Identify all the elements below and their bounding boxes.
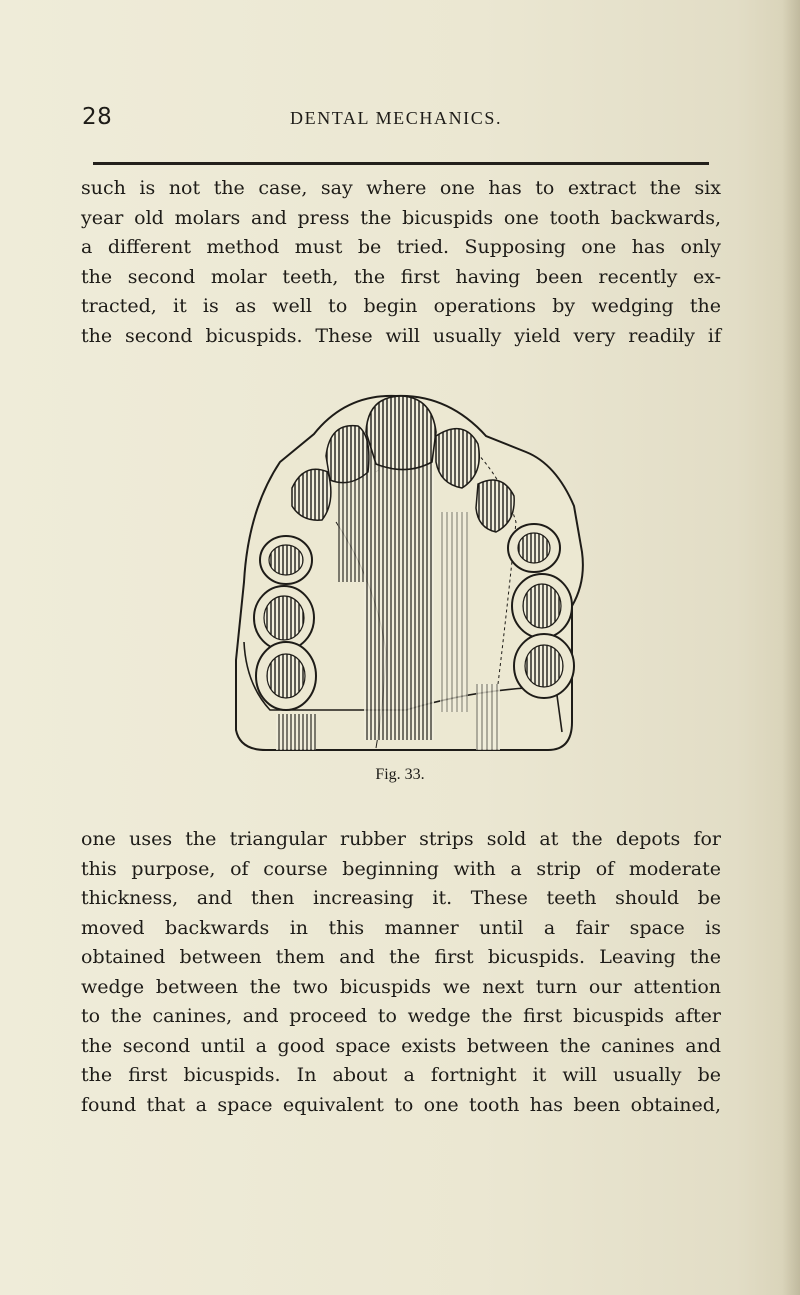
text-line: obtained between them and the first bicuspids. Leaving the [81,946,721,968]
page-edge-shadow [782,0,800,1295]
text-line: a different method must be tried. Supposing one has only [81,236,721,258]
paragraph-bottom [81,825,721,1120]
dental-cast-figure [226,392,586,752]
page-header [82,104,712,134]
page-number: 28 [82,104,113,130]
running-head: DENTAL MECHANICS. [290,108,503,128]
text-line: the first bicuspids. In about a fortnight it will usually be [81,1064,721,1086]
text-line: the second bicuspids. These will usually yield very readily if [81,324,721,347]
text-line: tracted, it is as well to begin operations by wedging the [81,295,721,317]
text-line: such is not the case, say where one has to extract the six [81,177,721,199]
dental-cast-illustration [226,392,586,752]
header-rule [93,162,709,165]
text-line: to the canines, and proceed to wedge the first bicuspids after [81,1005,721,1027]
text-line: the second until a good space exists between the canines and [81,1034,721,1057]
text-line: one uses the triangular rubber strips sold at the depots for [81,828,721,850]
text-line: the second molar teeth, the first having been recently ex- [81,265,721,288]
text-line: wedge between the two bicuspids we next turn our attention [81,975,721,998]
text-line: found that a space equivalent to one tooth has been obtained, [81,1093,721,1116]
paragraph-top [81,174,721,351]
text-line: moved backwards in this manner until a fair space is [81,916,721,939]
text-line: this purpose, of course beginning with a strip of moderate [81,857,721,880]
text-line: year old molars and press the bicuspids one tooth backwards, [81,206,721,229]
text-line: thickness, and then increasing it. These teeth should be [81,887,721,909]
figure-caption: Fig. 33. [375,766,425,783]
